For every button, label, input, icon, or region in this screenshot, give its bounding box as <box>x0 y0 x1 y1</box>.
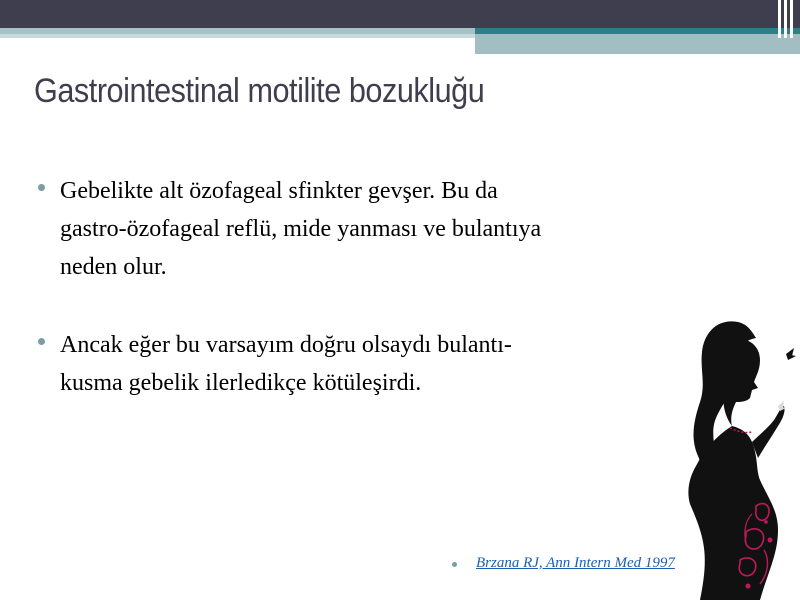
pregnant-woman-silhouette <box>660 310 800 600</box>
bullet-item <box>38 326 688 402</box>
bullet-line: Gebelikte alt özofageal sfinkter gevşer. Bu da <box>60 178 498 204</box>
bullet-dot-icon <box>452 562 457 567</box>
citation-link[interactable]: Brzana RJ, Ann Intern Med 1997 <box>476 555 675 571</box>
bullet-dot-icon <box>38 338 45 345</box>
bullet-item <box>38 172 688 286</box>
bullet-line: neden olur. <box>60 254 167 280</box>
citation <box>452 555 675 572</box>
slide-title: Gastrointestinal motilite bozukluğu <box>34 72 485 110</box>
bullet-line: gastro-özofageal reflü, mide yanması ve bulantıya <box>60 216 542 242</box>
butterfly-icon <box>778 401 786 411</box>
header-band-pale <box>0 34 475 38</box>
header-band-right-block <box>475 34 800 54</box>
bullet-dot-icon <box>38 184 45 191</box>
bullet-line: kusma gebelik ilerledikçe kötüleşirdi. <box>60 370 422 396</box>
header-band-dark <box>0 0 800 28</box>
bullet-line: Ancak eğer bu varsayım doğru olsaydı bulantı- <box>60 332 512 358</box>
bullet-list <box>38 172 688 442</box>
butterfly-icon <box>786 348 796 360</box>
corner-stripes-decoration <box>776 0 794 38</box>
